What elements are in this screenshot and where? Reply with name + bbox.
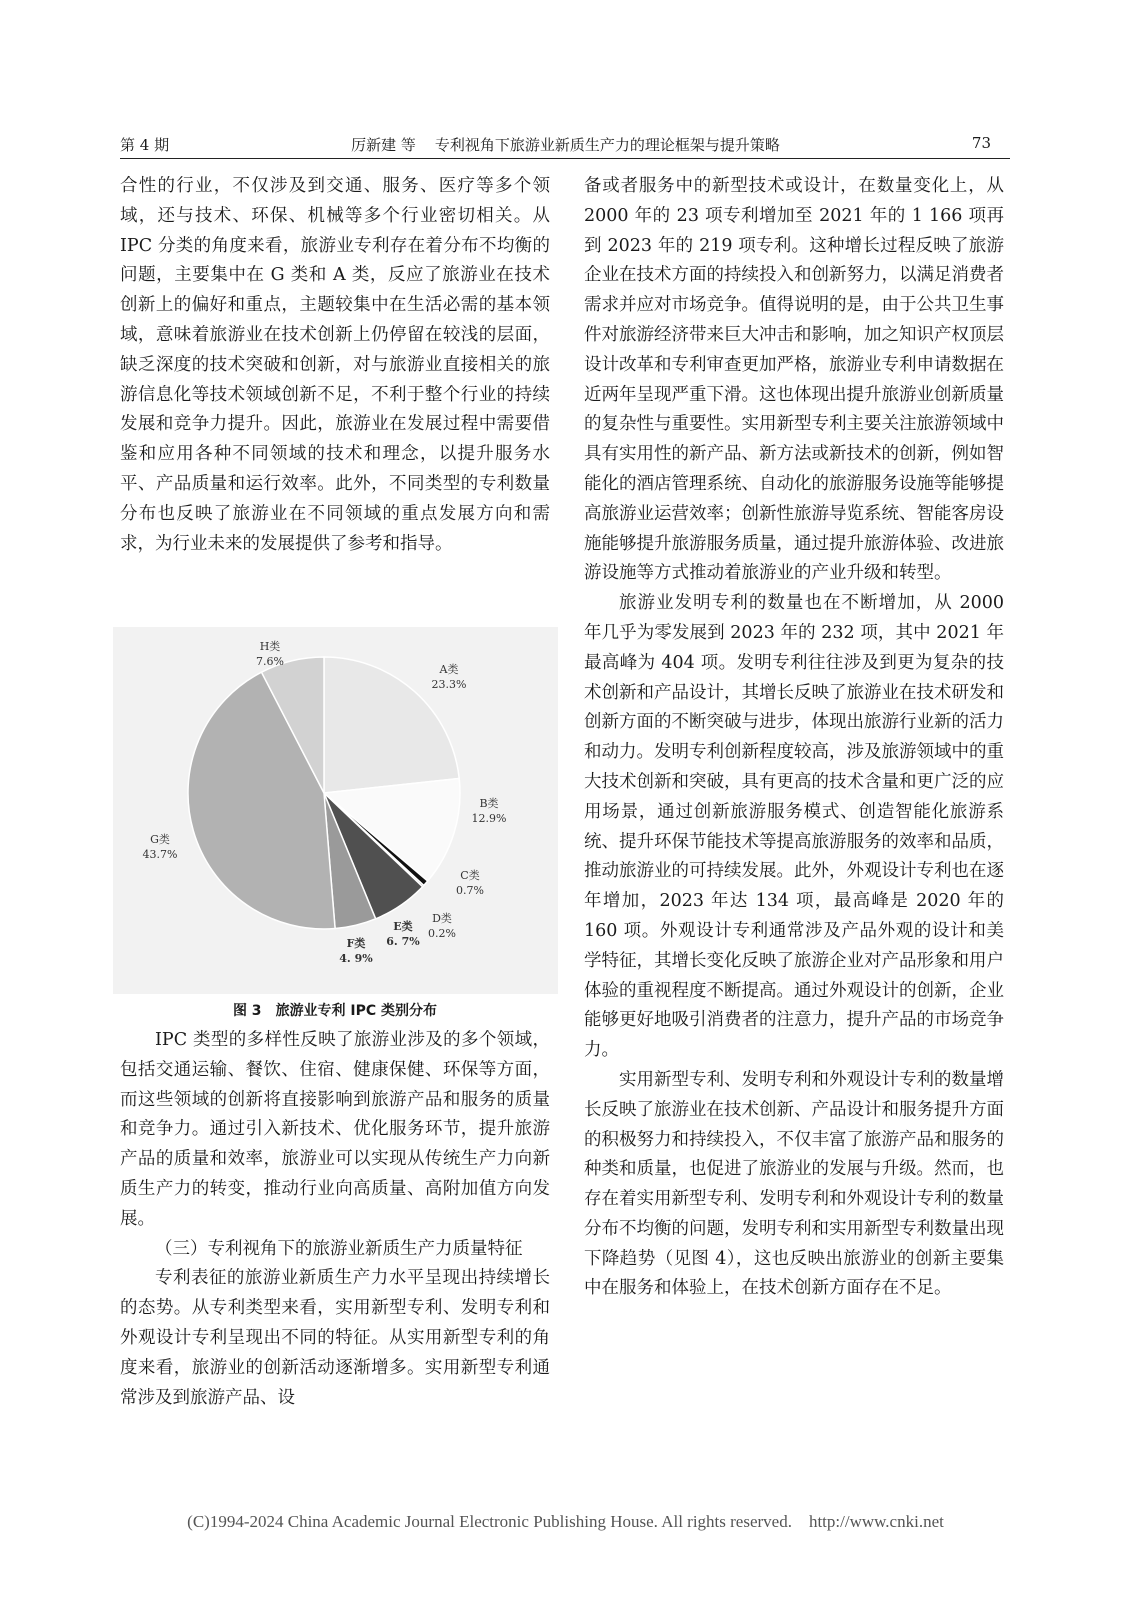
- pie-chart: [113, 627, 558, 994]
- pie-label-percent: 4. 9%: [339, 952, 373, 965]
- figure-title: 旅游业专利 IPC 类别分布: [275, 1003, 438, 1019]
- pie-label-category: F类: [346, 937, 366, 950]
- running-title: 厉新建 等 专利视角下旅游业新质生产力的理论框架与提升策略: [351, 136, 780, 154]
- left-column-top: [120, 172, 550, 559]
- pie-label-percent: 6. 7%: [386, 935, 420, 948]
- paragraph: IPC 类型的多样性反映了旅游业涉及的多个领域，包括交通运输、餐饮、住宿、健康保健、环保等方面，而这些领域的创新将直接影响到旅游产品和服务的质量和竞争力。通过引入新技术、优化服务环节，提升旅游产品的质量和效率，旅游业可以实现从传统生产力向新质生产力的转变，推动行业向高质量、高附加值方向发展。: [120, 1030, 550, 1229]
- pie-label-percent: 43.7%: [142, 848, 178, 861]
- pie-label-percent: 23.3%: [431, 678, 467, 691]
- paragraph: 旅游业发明专利的数量也在不断增加，从 2000 年几乎为零发展到 2023 年的 232 项，其中 2021 年最高峰为 404 项。发明专利往往涉及到更为复杂的技术创新和产品设计，其增长反映了旅游业在技术研发和创新方面的不断突破与进步，体现出旅游行业新的活力和动力。发明专利创新程度较高，涉及旅游领域中的重大技术创新和突破，具有更高的技术含量和更广泛的应用场景，通过创新旅游服务模式、创造智能化旅游系统、提升环保节能技术等提高旅游服务的效率和品质，推动旅游业的可持续发展。此外，外观设计专利也在逐年增加，2023 年达 134 项，最高峰是 2020 年的 160 项。外观设计专利通常涉及产品外观的设计和美学特征，其增长变化反映了旅游企业对产品形象和用户体验的重视程度不断提高。通过外观设计的创新，企业能够更好地吸引消费者的注意力，提升产品的市场竞争力。: [584, 593, 1004, 1061]
- figure-number: 图 3: [232, 1003, 262, 1019]
- pie-label-category: E类: [393, 920, 413, 933]
- pie-label-percent: 7.6%: [256, 655, 284, 668]
- pie-label-category: A类: [439, 663, 459, 676]
- copyright-footer: (C)1994-2024 China Academic Journal Electronic Publishing House. All rights reserved. http://www.cnki.net: [187, 1512, 944, 1531]
- paragraph: 实用新型专利、发明专利和外观设计专利的数量增长反映了旅游业在技术创新、产品设计和服务提升方面的积极努力和持续投入，不仅丰富了旅游产品和服务的种类和质量，也促进了旅游业的发展与升级。然而，也存在着实用新型专利、发明专利和外观设计专利的数量分布不均衡的问题，发明专利和实用新型专利数量出现下降趋势（见图 4），这也反映出旅游业的创新主要集中在服务和体验上，在技术创新方面存在不足。: [584, 1069, 1004, 1299]
- pie-label-category: C类: [460, 869, 480, 882]
- left-column-bottom: [120, 1026, 550, 1413]
- pie-label-percent: 0.7%: [456, 884, 484, 897]
- header-rule: [120, 158, 1010, 159]
- figure-caption: [120, 1000, 550, 1020]
- section-heading: （三）专利视角下的旅游业新质生产力质量特征: [155, 1238, 523, 1259]
- pie-label-percent: 12.9%: [471, 812, 507, 825]
- pie-label-percent: 0.2%: [428, 927, 456, 940]
- right-column: [584, 172, 1004, 1304]
- pie-label-category: H类: [259, 640, 281, 653]
- pie-label-category: B类: [479, 797, 499, 810]
- paragraph: 专利表征的旅游业新质生产力水平呈现出持续增长的态势。从专利类型来看，实用新型专利、发明专利和外观设计专利呈现出不同的特征。从实用新型专利的角度来看，旅游业的创新活动逐渐增多。实用新型专利通常涉及到旅游产品、设: [120, 1268, 550, 1408]
- journal-issue: 第 4 期: [120, 136, 170, 154]
- pie-label-category: D类: [432, 912, 452, 925]
- pie-chart-figure: [113, 627, 558, 994]
- pie-label-category: G类: [150, 833, 170, 846]
- paragraph: 备或者服务中的新型技术或设计，在数量变化上，从 2000 年的 23 项专利增加至 2021 年的 1 166 项再到 2023 年的 219 项专利。这种增长过程反映了旅游企业在技术方面的持续投入和创新努力，以满足消费者需求并应对市场竞争。值得说明的是，由于公共卫生事件对旅游经济带来巨大冲击和影响，加之知识产权顶层设计改革和专利审查更加严格，旅游业专利申请数据在近两年呈现严重下滑。这也体现出提升旅游业创新质量的复杂性与重要性。实用新型专利主要关注旅游领域中具有实用性的新产品、新方法或新技术的创新，例如智能化的酒店管理系统、自动化的旅游服务设施等能够提高旅游业运营效率；创新性旅游导览系统、智能客房设施能够提升旅游服务质量，通过提升旅游体验、改进旅游设施等方式推动着旅游业的产业升级和转型。: [584, 176, 1004, 584]
- page-number: 73: [971, 134, 991, 152]
- paragraph: 合性的行业，不仅涉及到交通、服务、医疗等多个领域，还与技术、环保、机械等多个行业密切相关。从 IPC 分类的角度来看，旅游业专利存在着分布不均衡的问题，主要集中在 G 类和 A 类，反应了旅游业在技术创新上的偏好和重点，主题较集中在生活必需的基本领域，意味着旅游业在技术创新上仍停留在较浅的层面，缺乏深度的技术突破和创新，对与旅游业直接相关的旅游信息化等技术领域创新不足，不利于整个行业的持续发展和竞争力提升。因此，旅游业在发展过程中需要借鉴和应用各种不同领域的技术和理念，以提升服务水平、产品质量和运行效率。此外，不同类型的专利数量分布也反映了旅游业在不同领域的重点发展方向和需求，为行业未来的发展提供了参考和指导。: [120, 176, 550, 554]
